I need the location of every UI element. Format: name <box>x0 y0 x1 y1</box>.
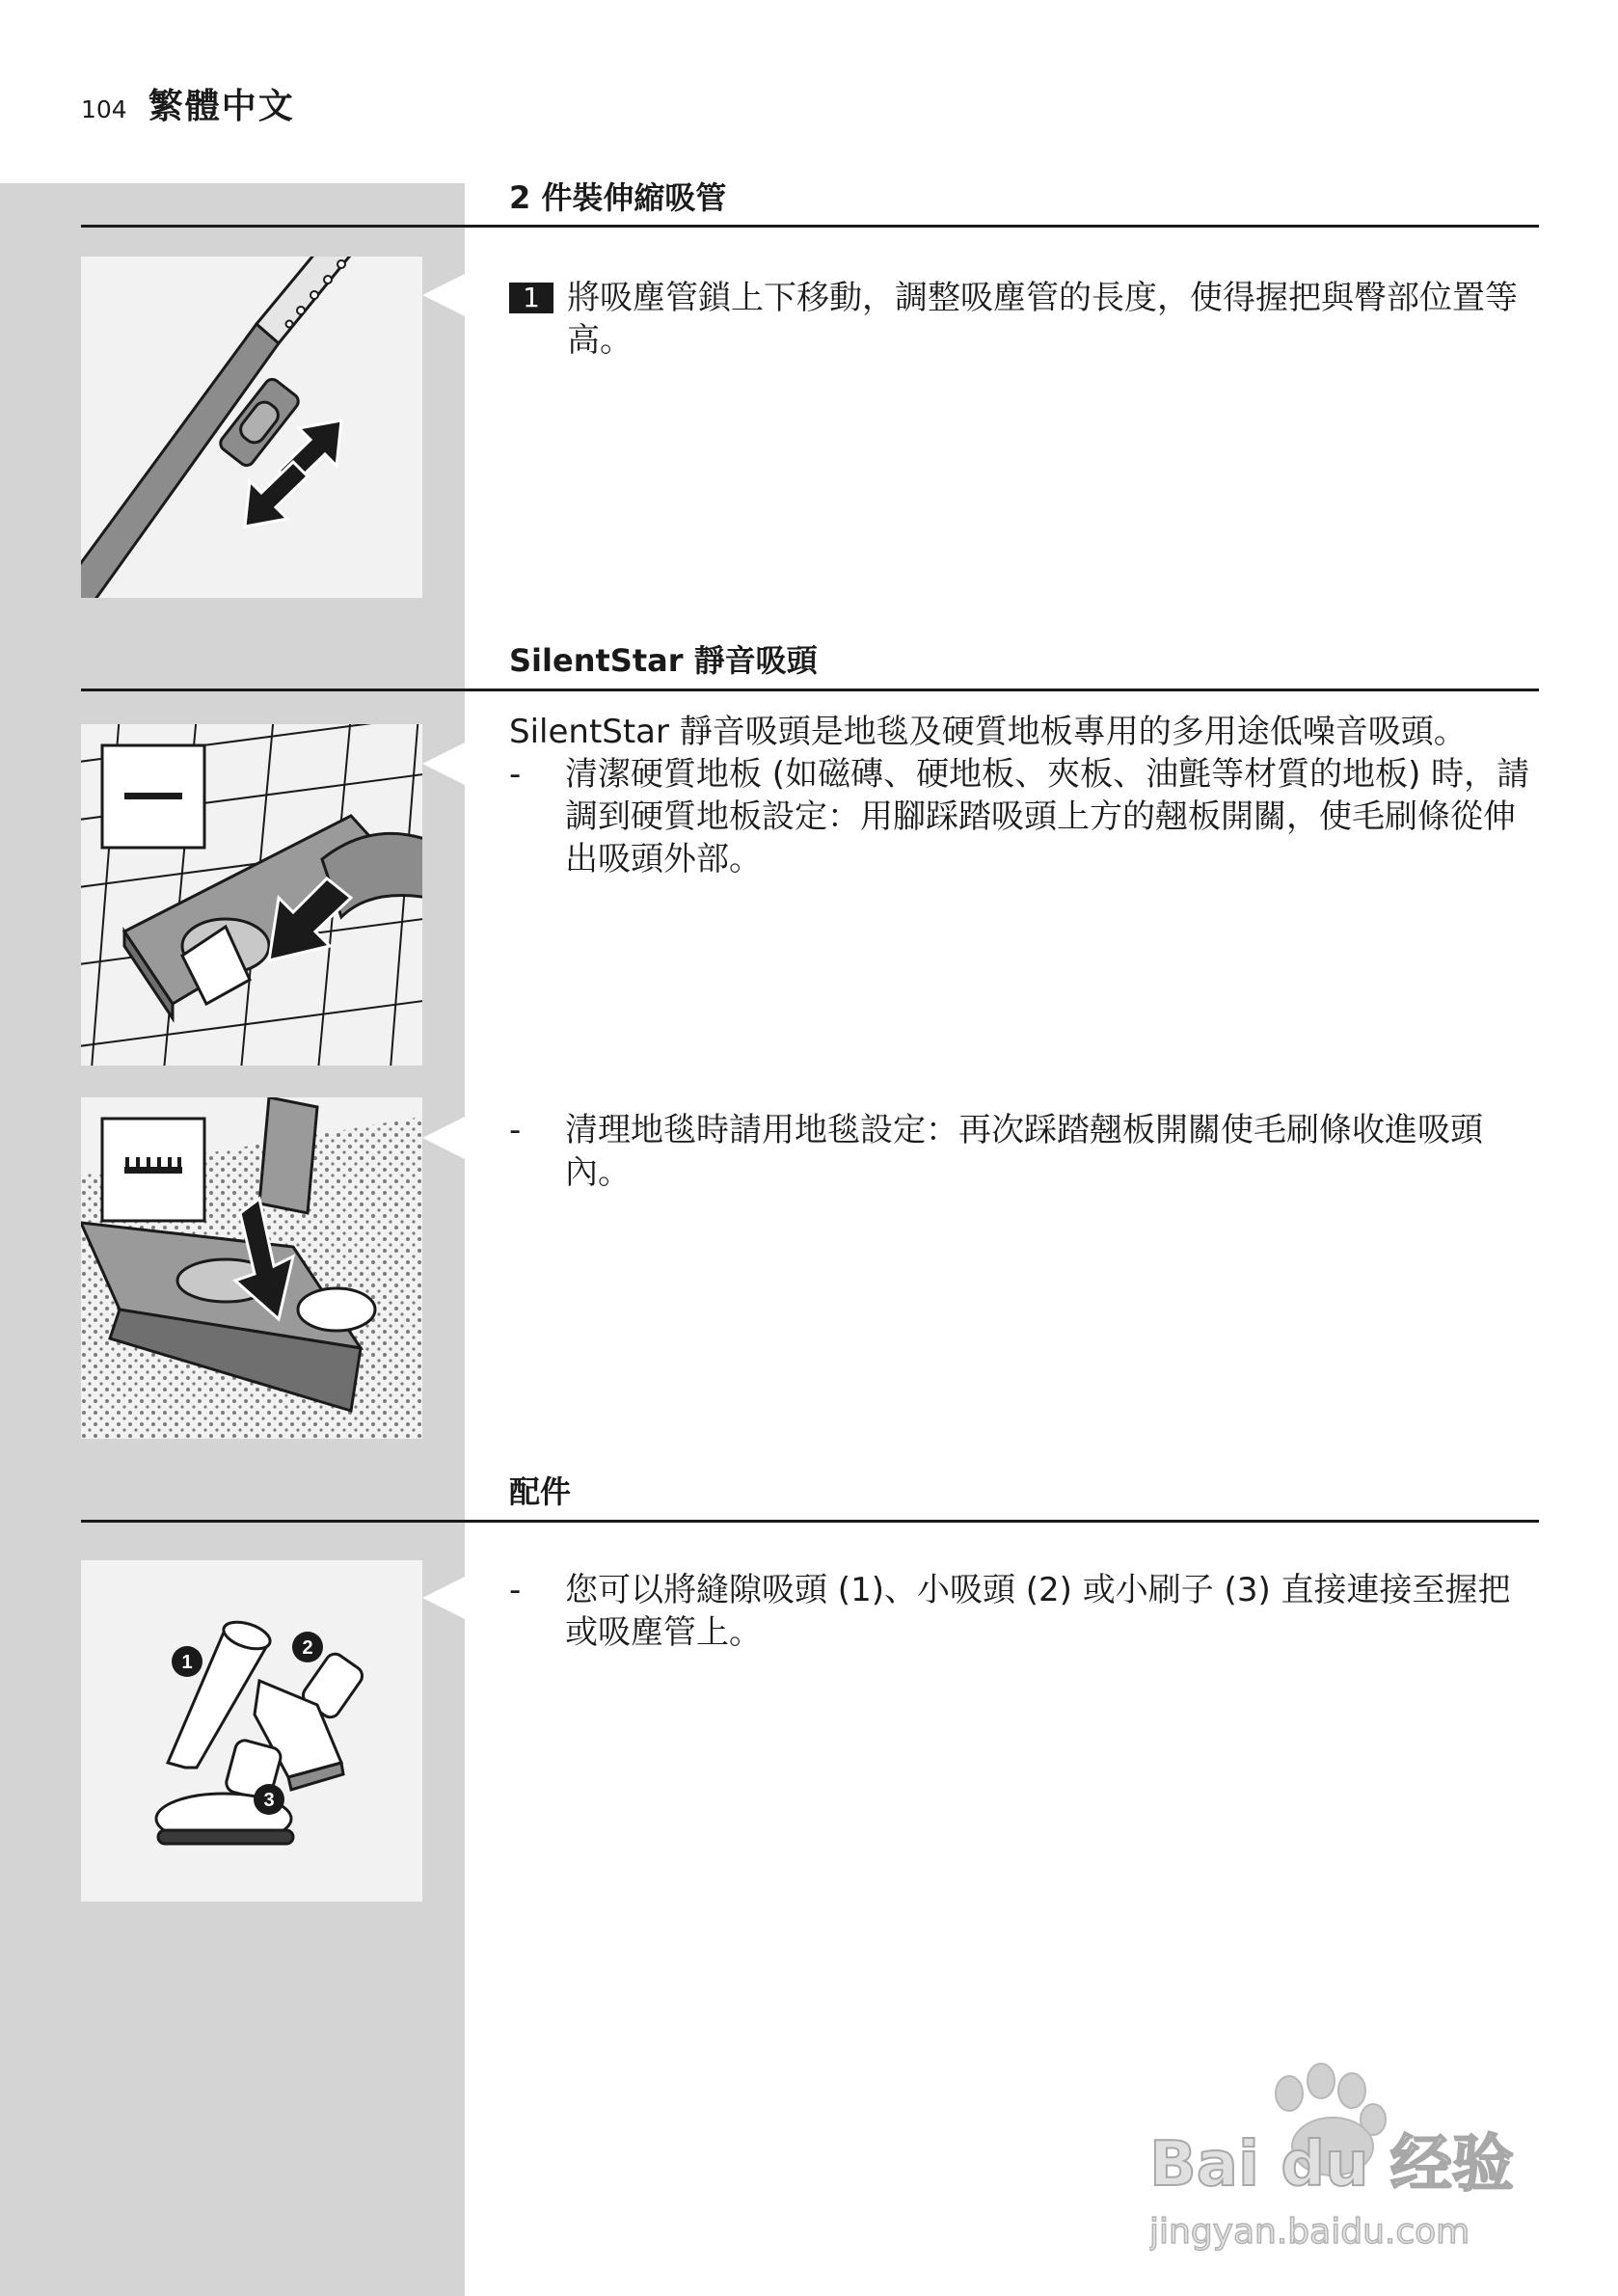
step-text: 將吸塵管鎖上下移動，調整吸塵管的長度，使得握把與臀部位置等高。 <box>567 279 1518 360</box>
bullet-dash: - <box>509 755 522 794</box>
silentstar-intro: SilentStar 靜音吸頭是地毯及硬質地板專用的多用途低噪音吸頭。 <box>509 713 1467 751</box>
accessories-text <box>509 1569 1541 1654</box>
callout-pointer <box>422 743 465 785</box>
bullet-dash: - <box>509 1571 522 1609</box>
step-number-badge: 1 <box>509 283 553 313</box>
list-item <box>509 1569 1541 1654</box>
section-rule <box>81 1520 1539 1523</box>
page-number: 104 <box>81 95 127 123</box>
callout-label: 2 <box>302 1637 313 1659</box>
section-rule <box>81 225 1539 228</box>
callout-label: 1 <box>181 1652 193 1673</box>
page-header <box>81 79 295 127</box>
section-title-telescopic-tube: 2 件裝伸縮吸管 <box>509 179 727 216</box>
callout-number-2-icon <box>292 1632 323 1662</box>
section-title-accessories: 配件 <box>509 1473 572 1510</box>
page-language: 繁體中文 <box>148 87 295 126</box>
list-item <box>509 1109 1541 1194</box>
carpet-symbol-icon <box>102 1119 204 1221</box>
carpet-text <box>509 1109 1541 1194</box>
telescopic-tube-illustration <box>81 257 422 598</box>
bullet-text: 您可以將縫隙吸頭 (1)、小吸頭 (2) 或小刷子 (3) 直接連接至握把或吸塵管上。 <box>565 1571 1511 1652</box>
section-title-silentstar: SilentStar 靜音吸頭 <box>509 642 818 679</box>
accessories-illustration <box>81 1560 422 1902</box>
watermark-url: jingyan.baidu.com <box>1149 2212 1470 2252</box>
hard-floor-setting-illustration <box>81 724 422 1066</box>
callout-label: 3 <box>263 1790 275 1811</box>
step-block <box>509 277 1541 362</box>
step-item <box>509 277 1541 362</box>
hard-floor-symbol-icon <box>102 745 204 848</box>
list-item <box>509 753 1541 880</box>
callout-pointer <box>422 1577 465 1619</box>
callout-number-1-icon <box>172 1646 202 1677</box>
callout-number-3-icon <box>254 1784 284 1815</box>
bullet-dash: - <box>509 1111 522 1149</box>
bullet-text: 清理地毯時請用地毯設定：再次踩踏翹板開關使毛刷條收進吸頭內。 <box>565 1111 1483 1192</box>
carpet-setting-illustration <box>81 1097 422 1439</box>
bullet-text: 清潔硬質地板 (如磁磚、硬地板、夾板、油氈等材質的地板) 時，請調到硬質地板設定：用腳踩踏吸頭上方的翹板開關，使毛刷條從伸出吸頭外部。 <box>565 755 1530 878</box>
baidu-watermark <box>1149 2050 1554 2262</box>
callout-pointer <box>422 1117 465 1159</box>
callout-pointer <box>422 274 465 316</box>
section-rule <box>81 689 1539 691</box>
watermark-brand: Bai du 经验 <box>1149 2129 1514 2201</box>
silentstar-text <box>509 711 1541 880</box>
